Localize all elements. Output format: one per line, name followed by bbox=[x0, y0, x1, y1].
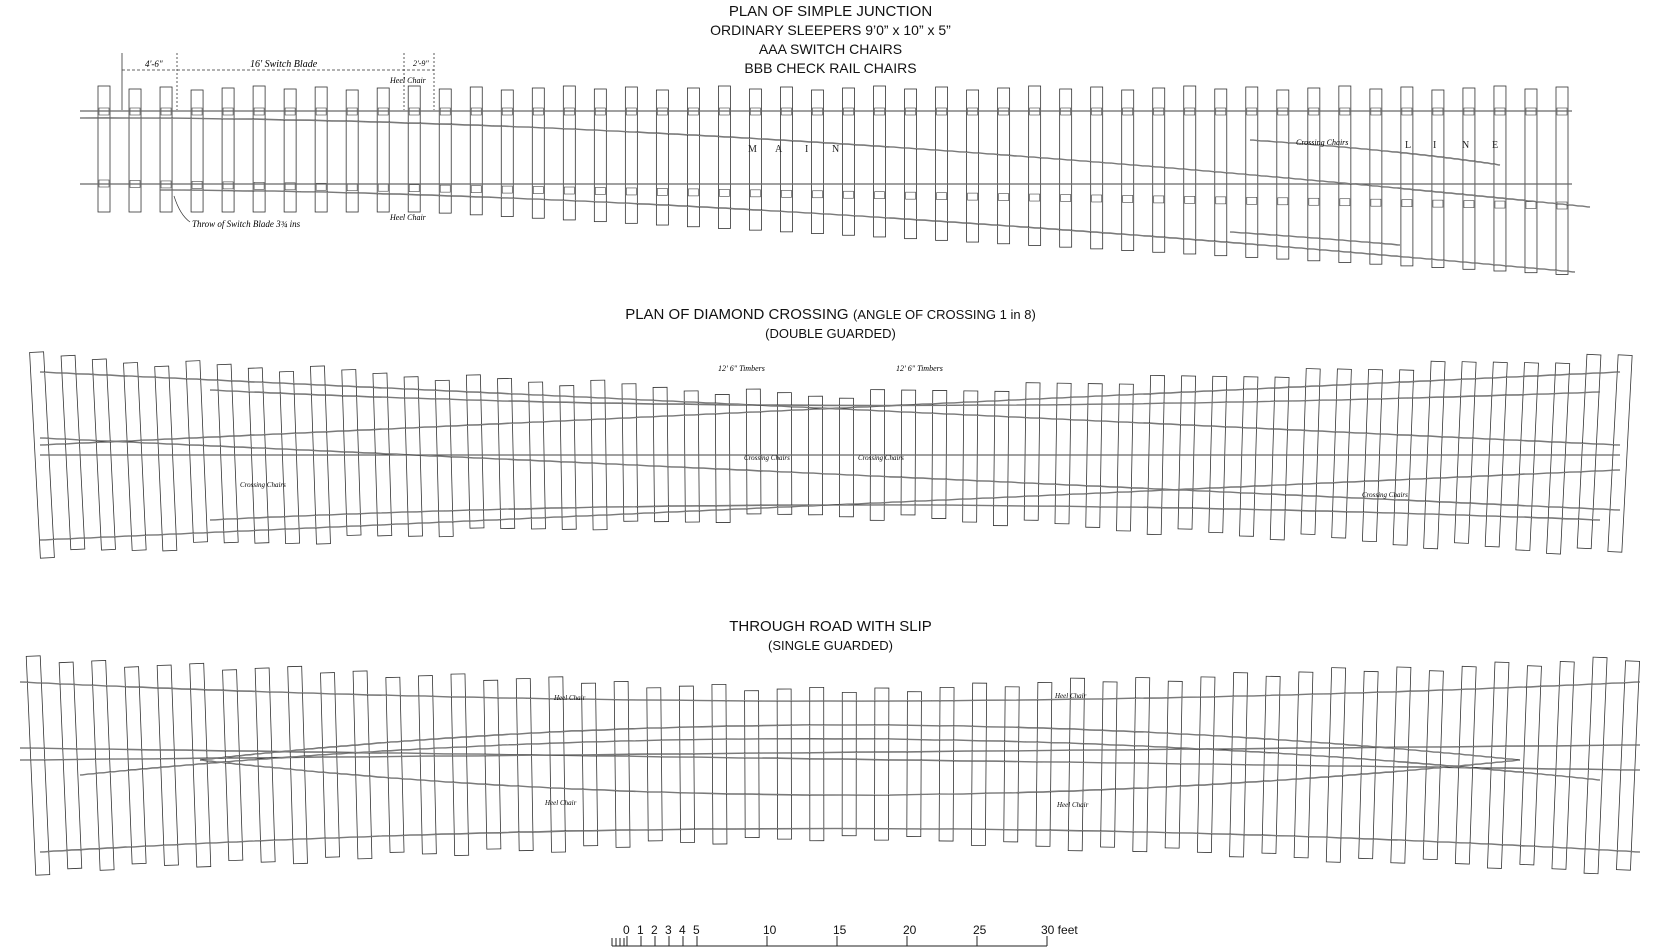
timber bbox=[1391, 667, 1411, 863]
crossing-rail-a2-center bbox=[40, 438, 1620, 510]
chair bbox=[968, 193, 978, 200]
diamond-crossing-chairs-2: Crossing Chairs bbox=[858, 454, 904, 462]
sleeper bbox=[284, 89, 296, 212]
chair bbox=[1402, 200, 1412, 207]
timber bbox=[279, 371, 299, 543]
timber bbox=[1608, 355, 1632, 552]
junction-title: PLAN OF SIMPLE JUNCTION bbox=[728, 3, 933, 20]
chair bbox=[750, 190, 760, 197]
chair bbox=[192, 181, 202, 188]
chair bbox=[564, 187, 574, 194]
chair bbox=[906, 192, 916, 199]
diverging-rail-1-center bbox=[80, 118, 1590, 207]
sleeper bbox=[1525, 89, 1537, 273]
sleeper bbox=[222, 88, 234, 212]
slip-title: THROUGH ROAD WITH SLIP bbox=[729, 618, 932, 635]
chair bbox=[1278, 198, 1288, 205]
timber bbox=[647, 688, 662, 841]
timber bbox=[61, 355, 85, 549]
scale-tick-label: 20 bbox=[903, 923, 917, 937]
chair bbox=[502, 186, 512, 193]
scale-tick-label: 5 bbox=[693, 923, 700, 937]
main-line-letter: L bbox=[1405, 140, 1412, 151]
main-line-letter: N bbox=[832, 144, 840, 155]
chair bbox=[657, 188, 667, 195]
timber bbox=[484, 680, 501, 849]
scale-tick-label: 10 bbox=[763, 923, 777, 937]
chair bbox=[626, 188, 636, 195]
timber bbox=[874, 688, 888, 840]
timber bbox=[435, 380, 453, 537]
timber bbox=[1133, 677, 1150, 851]
sleeper bbox=[129, 89, 141, 212]
timber bbox=[223, 670, 243, 861]
chair bbox=[378, 184, 388, 191]
sleeper bbox=[1432, 90, 1444, 268]
chair bbox=[812, 191, 822, 198]
chair bbox=[1371, 199, 1381, 206]
timber bbox=[1240, 377, 1258, 537]
timber bbox=[288, 666, 308, 863]
timber bbox=[466, 375, 484, 528]
chair bbox=[1216, 197, 1226, 204]
chair bbox=[1030, 194, 1040, 201]
timber bbox=[684, 391, 699, 522]
timber bbox=[622, 384, 638, 522]
scale-tick-label: 30 feet bbox=[1041, 923, 1078, 937]
diamond-timbers-right: 12' 6" Timbers bbox=[896, 364, 943, 373]
diamond-timbers-left: 12' 6" Timbers bbox=[718, 364, 765, 373]
main-line-letter: M bbox=[748, 144, 757, 155]
slip-subtitle: (SINGLE GUARDED) bbox=[768, 638, 893, 653]
chair bbox=[1092, 195, 1102, 202]
chair bbox=[999, 194, 1009, 201]
chair bbox=[1557, 202, 1567, 209]
chair bbox=[781, 190, 791, 197]
diamond-crossing-chairs-3: Crossing Chairs bbox=[240, 481, 286, 489]
timber bbox=[679, 686, 694, 842]
timber bbox=[614, 681, 630, 847]
timber bbox=[1117, 384, 1134, 531]
timber bbox=[1584, 657, 1607, 874]
timber bbox=[745, 691, 760, 838]
chair bbox=[440, 185, 450, 192]
chair bbox=[471, 186, 481, 193]
chair bbox=[1309, 198, 1319, 205]
chair bbox=[223, 182, 233, 189]
timber bbox=[418, 676, 436, 854]
chair bbox=[1433, 200, 1443, 207]
diverging-rail-2 bbox=[160, 190, 1575, 272]
scale-bar bbox=[612, 923, 1078, 946]
main-line-letter: I bbox=[805, 144, 809, 155]
junction-dim-right: 2'-9" bbox=[413, 59, 429, 68]
timber bbox=[125, 667, 147, 864]
sleeper bbox=[98, 86, 110, 212]
junction-dim-left: 4'-6" bbox=[145, 59, 163, 69]
timber bbox=[810, 687, 824, 840]
slip-plan bbox=[20, 656, 1640, 875]
junction-throw-note: Throw of Switch Blade 3¾ ins bbox=[192, 219, 301, 229]
diverging-rail-1 bbox=[80, 118, 1590, 207]
main-line-letter: N bbox=[1462, 140, 1470, 151]
junction-sleepers-note: ORDINARY SLEEPERS 9’0” x 10” x 5” bbox=[710, 22, 951, 38]
scale-tick-label: 0 bbox=[623, 923, 630, 937]
timber bbox=[939, 687, 954, 841]
timber bbox=[1101, 682, 1117, 847]
sleeper bbox=[1277, 90, 1289, 259]
timber bbox=[186, 361, 208, 543]
diamond-crossing-chairs-1: Crossing Chairs bbox=[744, 454, 790, 462]
timber bbox=[255, 668, 275, 862]
sleeper bbox=[439, 89, 451, 213]
diamond-subtitle: (DOUBLE GUARDED) bbox=[765, 326, 896, 341]
timber bbox=[1332, 369, 1352, 538]
timber bbox=[1068, 678, 1084, 851]
chair bbox=[688, 189, 698, 196]
timber bbox=[123, 362, 146, 550]
slip-heel-chair-3: Heel Chair bbox=[545, 799, 577, 807]
sleeper bbox=[253, 86, 265, 212]
timber bbox=[901, 390, 916, 515]
timber bbox=[842, 692, 856, 835]
chair bbox=[1061, 195, 1071, 202]
chair bbox=[1247, 197, 1257, 204]
timber bbox=[26, 656, 50, 875]
scale-tick-label: 4 bbox=[679, 923, 686, 937]
chair bbox=[1185, 196, 1195, 203]
main-line-letter: A bbox=[775, 144, 783, 155]
timber bbox=[1516, 362, 1539, 550]
timber bbox=[746, 389, 761, 514]
scale-tick-label: 3 bbox=[665, 923, 672, 937]
chair bbox=[533, 187, 543, 194]
chair bbox=[875, 192, 885, 199]
slip-heel-chair-1: Heel Chair bbox=[554, 694, 586, 702]
timber bbox=[549, 677, 566, 852]
slip-heel-chair-4: Heel Chair bbox=[1057, 801, 1089, 809]
timber bbox=[1036, 682, 1052, 846]
timber bbox=[582, 683, 598, 846]
timber bbox=[1165, 681, 1182, 848]
timber bbox=[712, 684, 727, 844]
timber bbox=[1301, 369, 1320, 535]
sleeper bbox=[408, 86, 420, 212]
chair bbox=[1464, 201, 1474, 208]
chair bbox=[1495, 201, 1505, 208]
chair bbox=[1154, 196, 1164, 203]
timber bbox=[386, 677, 404, 852]
chair bbox=[844, 191, 854, 198]
scale-tick-label: 15 bbox=[833, 923, 847, 937]
simple-junction-plan bbox=[80, 86, 1590, 274]
diverging-rail-2-center bbox=[160, 190, 1575, 272]
timber bbox=[1520, 666, 1542, 865]
scale-tick-label: 1 bbox=[637, 923, 644, 937]
slip-heel-chair-2: Heel Chair bbox=[1055, 692, 1087, 700]
timber bbox=[1359, 671, 1378, 858]
sleeper bbox=[718, 86, 730, 228]
timber bbox=[1393, 370, 1414, 545]
diamond-crossing-plan bbox=[30, 352, 1633, 558]
diamond-crossing-chairs-4: Crossing Chairs bbox=[1362, 491, 1408, 499]
chair bbox=[347, 184, 357, 191]
chair bbox=[409, 185, 419, 192]
chair bbox=[937, 193, 947, 200]
timber bbox=[92, 660, 114, 870]
timber bbox=[777, 689, 791, 839]
timber bbox=[353, 671, 372, 859]
timber bbox=[1487, 662, 1509, 868]
timber bbox=[1004, 687, 1020, 842]
diamond-title: PLAN OF DIAMOND CROSSING bbox=[625, 306, 849, 323]
junction-switch-chairs-note: AAA SWITCH CHAIRS bbox=[758, 41, 903, 57]
timber bbox=[157, 665, 178, 865]
chair bbox=[1340, 199, 1350, 206]
junction-heel-chair-bottom: Heel Chair bbox=[390, 213, 426, 222]
timber bbox=[907, 692, 922, 837]
timber bbox=[963, 391, 978, 522]
timber bbox=[59, 662, 82, 869]
timber bbox=[1178, 376, 1196, 529]
chair bbox=[1526, 202, 1536, 209]
junction-crossing-chairs: Crossing Chairs bbox=[1296, 138, 1349, 147]
diamond-angle-note: (ANGLE OF CROSSING 1 in 8) bbox=[853, 307, 1036, 322]
timber bbox=[839, 398, 853, 517]
timber bbox=[1616, 661, 1639, 870]
main-line-letter: E bbox=[1492, 140, 1499, 151]
timber bbox=[1024, 383, 1040, 521]
timber bbox=[516, 678, 533, 850]
sleeper bbox=[470, 87, 482, 215]
chair bbox=[719, 189, 729, 196]
scale-tick-label: 2 bbox=[651, 923, 658, 937]
timber bbox=[155, 366, 177, 551]
timber bbox=[1547, 363, 1570, 554]
chair bbox=[1123, 195, 1133, 202]
junction-heel-chair-top: Heel Chair bbox=[390, 76, 426, 85]
timber bbox=[1326, 668, 1345, 863]
sleeper bbox=[315, 87, 327, 212]
chair bbox=[595, 187, 605, 194]
sleeper bbox=[160, 87, 172, 212]
junction-check-rail-note: BBB CHECK RAIL CHAIRS bbox=[744, 60, 917, 76]
timber bbox=[971, 683, 986, 845]
scale-tick-label: 25 bbox=[973, 923, 987, 937]
timber bbox=[1552, 661, 1574, 869]
main-line-letter: I bbox=[1433, 140, 1437, 151]
junction-dim-blade: 16' Switch Blade bbox=[250, 59, 318, 70]
timber bbox=[320, 673, 339, 858]
timber bbox=[451, 674, 469, 856]
